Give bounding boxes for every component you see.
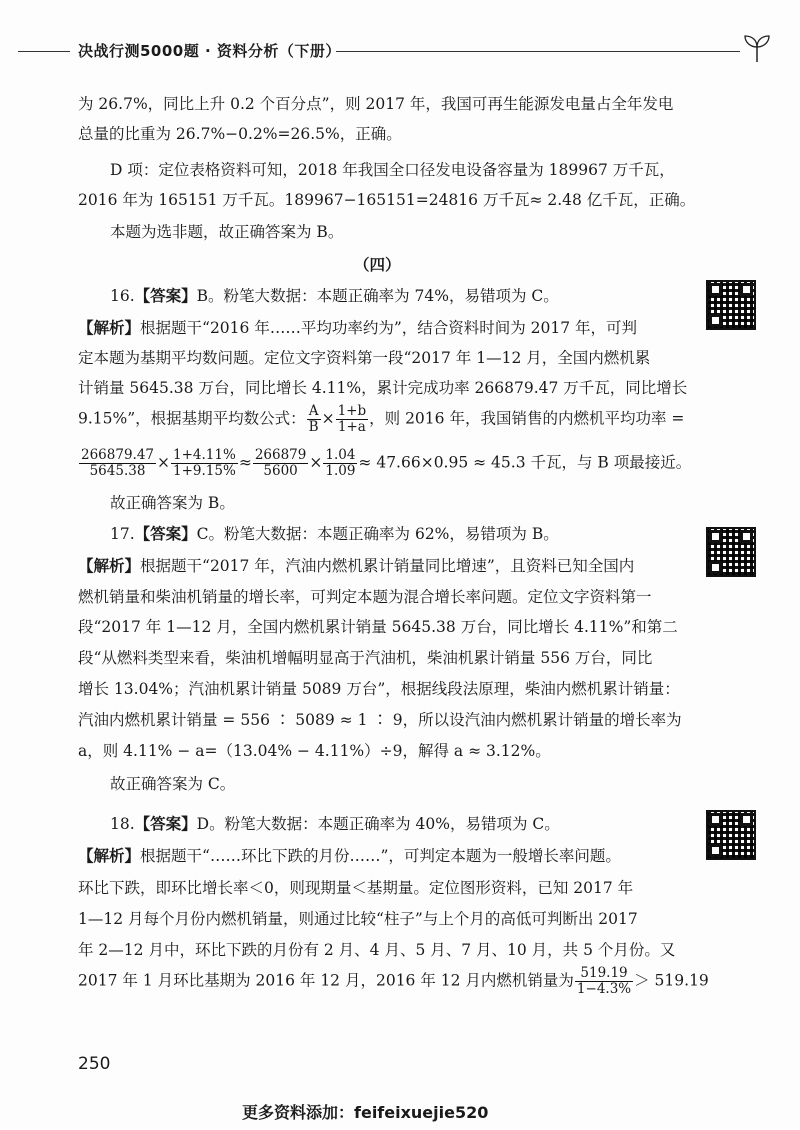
fraction: $\frac{519.19}{1-4.3\%}$ [576, 965, 632, 997]
fraction: $\frac{266879.47}{5645.38}$ [81, 447, 155, 479]
question-number: 18. [110, 815, 135, 833]
header-rule-left [18, 51, 70, 52]
text-line: 汽油内燃机累计销量 = 556 ∶ 5089 ≈ 1 ∶ 9，所以设汽油内燃机累计销量的增长率为 [78, 711, 682, 729]
sprout-icon [740, 32, 774, 64]
text-line: 本题为选非题，故正确答案为 B。 [110, 223, 344, 241]
q16-answer-line [110, 286, 559, 306]
fraction: $\frac{A}{B}$ [308, 403, 319, 435]
text-line: 总量的比重为 26.7%−0.2%=26.5%，正确。 [78, 125, 402, 143]
formula-line [78, 448, 691, 479]
analysis-tag: 【解析】 [78, 846, 141, 865]
text-span: ，则 2016 年，我国销售的内燃机平均功率 = [369, 409, 685, 428]
text-line: a，则 4.11% − a=（13.04% − 4.11%）÷9，解得 a ≈ 3.12%。 [78, 742, 551, 760]
conclusion: 故正确答案为 B。 [110, 494, 235, 512]
analysis-text: 根据题干“……环比下跌的月份……”，可判定本题为一般增长率问题。 [140, 847, 621, 865]
section-heading: （四） [354, 255, 401, 274]
page-number: 250 [78, 1054, 111, 1074]
fraction: $\frac{1+b}{1+a}$ [337, 403, 367, 435]
text-span: 2017 年 1 月环比基期为 2016 年 12 月，2016 年 12 月内燃机销量为 [78, 971, 574, 990]
conclusion: 故正确答案为 C。 [110, 775, 236, 793]
fraction: $\frac{1+4.11\%}{1+9.15\%}$ [173, 447, 236, 479]
text-line: 为 26.7%，同比上升 0.2 个百分点”，则 2017 年，我国可再生能源发电量占全年发电 [78, 95, 674, 113]
text-line: 段“2017 年 1—12 月，全国内燃机累计销量 5645.38 万台，同比增长 4.11%”和第二 [78, 618, 678, 636]
header-rule-right [336, 51, 740, 52]
text-line: D 项：定位表格资料可知，2018 年我国全口径发电设备容量为 189967 万千瓦， [110, 161, 675, 179]
question-number: 17. [110, 525, 135, 543]
text-line: 1—12 月每个月份内燃机销量，则通过比较“柱子”与上个月的高低可判断出 2017 [78, 910, 638, 928]
answer-text: B。粉笔大数据：本题正确率为 74%，易错项为 C。 [196, 287, 559, 305]
formula-line [78, 404, 684, 435]
operator: × [309, 453, 323, 472]
text-line: 段“从燃料类型来看，柴油机增幅明显高于汽油机，柴油机累计销量 556 万台，同比 [78, 649, 653, 667]
question-number: 16. [110, 287, 135, 305]
text-line: 2016 年为 165151 万千瓦。189967−165151=24816 万千瓦≈ 2.48 亿千瓦，正确。 [78, 191, 696, 209]
formula-line [78, 966, 709, 997]
operator: ≈ [238, 453, 252, 472]
operator: × [157, 453, 171, 472]
footer-note: 更多资料添加：feifeixuejie520 [242, 1103, 489, 1122]
text-span: 9.15%”，根据基期平均数公式： [78, 409, 306, 428]
text-span: ＞ 519.19 [634, 971, 709, 990]
q17-answer-line [110, 524, 559, 544]
text-line: 燃机销量和柴油机销量的增长率，可判定本题为混合增长率问题。定位文字资料第一 [78, 588, 652, 606]
operator: × [321, 409, 335, 428]
answer-tag: 【答案】 [134, 286, 197, 305]
analysis-tag: 【解析】 [78, 556, 141, 575]
analysis-text: 根据题干“2017 年，汽油内燃机累计销量同比增速”，且资料已知全国内 [140, 557, 635, 575]
answer-text: D。粉笔大数据：本题正确率为 40%，易错项为 C。 [196, 815, 560, 833]
running-header [18, 40, 778, 64]
fraction: $\frac{266879}{5600}$ [254, 447, 307, 479]
analysis-tag: 【解析】 [78, 318, 141, 337]
text-line: 增长 13.04%；汽油机累计销量 5089 万台”，根据线段法原理，柴油内燃机累计销量： [78, 680, 680, 698]
qr-code[interactable] [706, 527, 756, 577]
text-line: 环比下跌，即环比增长率＜0，则现期量＜基期量。定位图形资料，已知 2017 年 [78, 879, 634, 897]
answer-tag: 【答案】 [134, 524, 197, 543]
text-line: 定本题为基期平均数问题。定位文字资料第一段“2017 年 1—12 月，全国内燃机累 [78, 349, 651, 367]
fraction: $\frac{1.04}{1.09}$ [325, 447, 356, 479]
q18-answer-line [110, 814, 560, 834]
text-line: 年 2—12 月中，环比下跌的月份有 2 月、4 月、5 月、7 月、10 月，共 5 个月份。又 [78, 941, 676, 959]
book-title: 决战行测5000题 · 资料分析（下册） [78, 42, 341, 60]
q18-analysis-line [78, 846, 621, 866]
qr-code[interactable] [706, 280, 756, 330]
analysis-text: 根据题干“2016 年……平均功率约为”，结合资料时间为 2017 年，可判 [140, 319, 638, 337]
text-line: 计销量 5645.38 万台，同比增长 4.11%，累计完成功率 266879.47 万千瓦，同比增长 [78, 379, 688, 397]
qr-code[interactable] [706, 810, 756, 860]
text-span: ≈ 47.66×0.95 ≈ 45.3 千瓦，与 B 项最接近。 [358, 453, 692, 472]
answer-tag: 【答案】 [134, 814, 197, 833]
answer-text: C。粉笔大数据：本题正确率为 62%，易错项为 B。 [196, 525, 559, 543]
q16-analysis-line [78, 318, 637, 338]
q17-analysis-line [78, 556, 634, 576]
